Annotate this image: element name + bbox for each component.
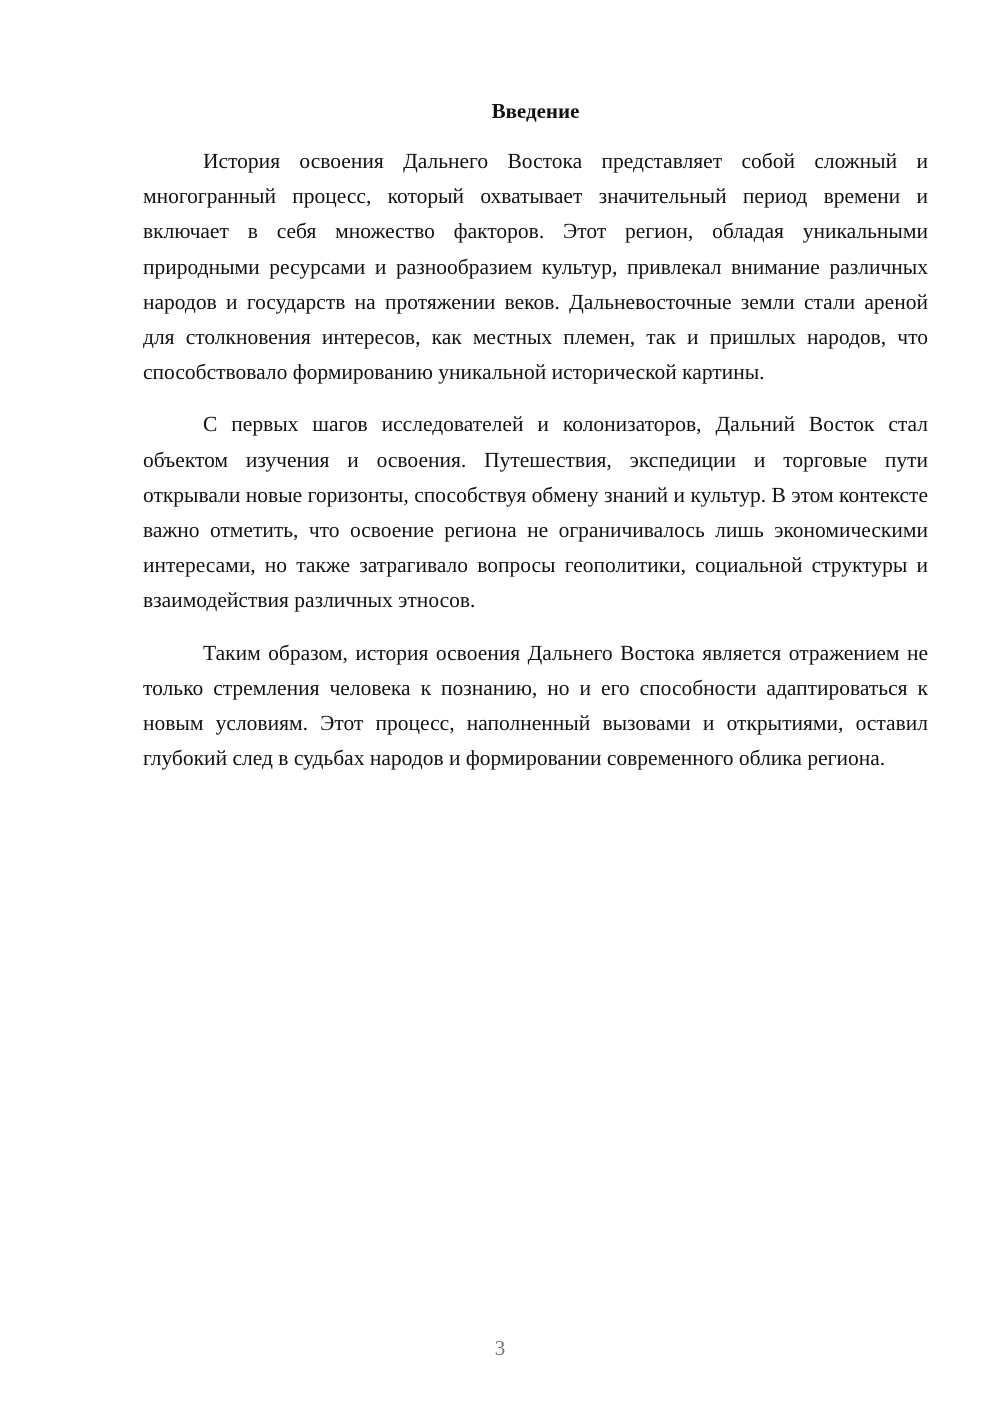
page-number: 3 (494, 1336, 506, 1360)
page-content (143, 97, 928, 793)
paragraph-1: История освоения Дальнего Востока представляет собой сложный и многогранный процесс, который охватывает значительный период времени и включает в себя множество факторов. Этот регион, обладая уникальными природными ресурсами и разнообразием культур, привлекал внимание различных народов и государств на протяжении веков. Дальневосточные земли стали ареной для столкновения интересов, как местных племен, так и пришлых народов, что способствовало формированию уникальной исторической картины. (143, 149, 928, 385)
paragraph-3: Таким образом, история освоения Дальнего Востока является отражением не только стремления человека к познанию, но и его способности адаптироваться к новым условиям. Этот процесс, наполненный вызовами и открытиями, оставил глубокий след в судьбах народов и формировании современного облика региона. (143, 640, 928, 771)
section-title: Введение (491, 99, 580, 123)
paragraph-2: С первых шагов исследователей и колонизаторов, Дальний Восток стал объектом изучения и освоения. Путешествия, экспедиции и торговые пути открывали новые горизонты, способствуя обмену знаний и культур. В этом контексте важно отметить, что освоение региона не ограничивалось лишь экономическими интересами, но также затрагивало вопросы геополитики, социальной структуры и взаимодействия различных этносов. (143, 412, 928, 613)
